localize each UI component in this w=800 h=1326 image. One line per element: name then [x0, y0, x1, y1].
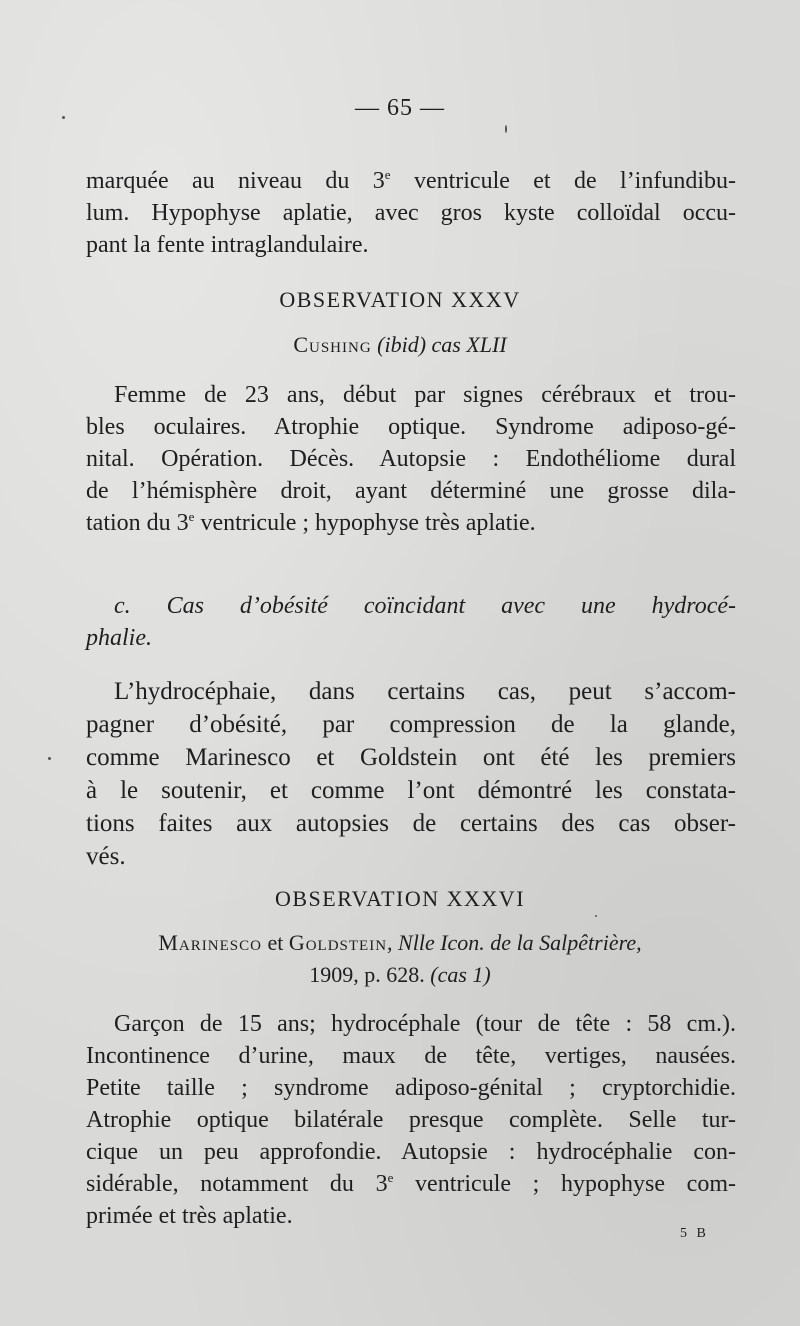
observation-35-line-4: de l’hémisphère droit, ayant déterminé une grosse dila-	[86, 478, 736, 504]
observation-36-line-7: primée et très aplatie.	[86, 1203, 293, 1229]
intro-line-3: pant la fente intraglandulaire.	[86, 232, 369, 258]
section-c-heading	[86, 590, 736, 654]
observation-35-line-2: bles oculaires. Atrophie optique. Syndrome adiposo-gé-	[86, 414, 736, 440]
paper-speck	[48, 757, 51, 760]
observation-36-author-2: Goldstein	[288, 930, 388, 955]
hydrocephaly-paragraph	[86, 675, 736, 873]
paragraph-line-4: à le soutenir, et comme l’ont démontré les constata-	[86, 777, 736, 804]
observation-35-line-5: tation du 3e ventricule ; hypophyse très aplatie.	[86, 509, 536, 536]
intro-paragraph	[86, 165, 736, 261]
paragraph-line-6: vés.	[86, 843, 126, 870]
observation-35-citation	[0, 332, 800, 358]
intro-line-1: marquée au niveau du 3e ventricule et de l’infundibu-	[86, 167, 736, 194]
observation-36-author-1: Marinesco	[158, 930, 262, 955]
section-c-line-1: c. Cas d’obésité coïncidant avec une hydrocé-	[114, 593, 736, 619]
paragraph-line-2: pagner d’obésité, par compression de la glande,	[86, 711, 736, 738]
observation-35-author: Cushing	[293, 332, 372, 357]
intro-line-2: lum. Hypophyse aplatie, avec gros kyste colloïdal occu-	[86, 200, 736, 226]
paragraph-line-5: tions faites aux autopsies de certains des cas obser-	[86, 810, 736, 837]
observation-36-line-1: Garçon de 15 ans; hydrocéphale (tour de tête : 58 cm.).	[114, 1011, 736, 1037]
observation-36-citation-line-1: Marinesco et Goldstein, Nlle Icon. de la Salpêtrière,	[158, 930, 642, 955]
observation-36-line-3: Petite taille ; syndrome adiposo-génital ; cryptorchidie.	[86, 1075, 736, 1101]
observation-36-line-6: sidérable, notamment du 3e ventricule ; hypophyse com-	[86, 1170, 736, 1197]
observation-36-heading: OBSERVATION XXXVI	[274, 886, 526, 911]
observation-35-reference: (ibid) cas XLII	[377, 332, 507, 357]
section-c-line-2: phalie.	[86, 625, 152, 651]
paragraph-line-1: L’hydrocéphaie, dans certains cas, peut s’accom-	[114, 678, 736, 705]
paper-speck	[595, 915, 597, 917]
printer-signature: 5 B	[680, 1226, 709, 1241]
observation-36-line-2: Incontinence d’urine, maux de tête, vertiges, nausées.	[86, 1043, 736, 1069]
observation-35-line-3: nital. Opération. Décès. Autopsie : Endothéliome dural	[86, 446, 736, 472]
observation-35-heading: OBSERVATION XXXV	[279, 287, 521, 312]
observation-35-line-1: Femme de 23 ans, début par signes cérébraux et trou-	[114, 382, 736, 408]
observation-35-text	[86, 379, 736, 539]
page-number: — 65 —	[355, 95, 445, 121]
paragraph-line-3: comme Marinesco et Goldstein ont été les premiers	[86, 744, 736, 771]
observation-36-line-5: cique un peu approfondie. Autopsie : hydrocéphalie con-	[86, 1139, 736, 1165]
observation-36-line-4: Atrophie optique bilatérale presque complète. Selle tur-	[86, 1107, 736, 1133]
observation-36-citation-line-2: 1909, p. 628. (cas 1)	[309, 962, 491, 987]
observation-36-text	[86, 1008, 736, 1232]
observation-36-journal: , Nlle Icon. de la Salpêtrière,	[387, 930, 642, 955]
paper-speck	[505, 125, 507, 133]
paper-speck	[62, 116, 65, 119]
observation-36-case: (cas 1)	[430, 962, 491, 987]
